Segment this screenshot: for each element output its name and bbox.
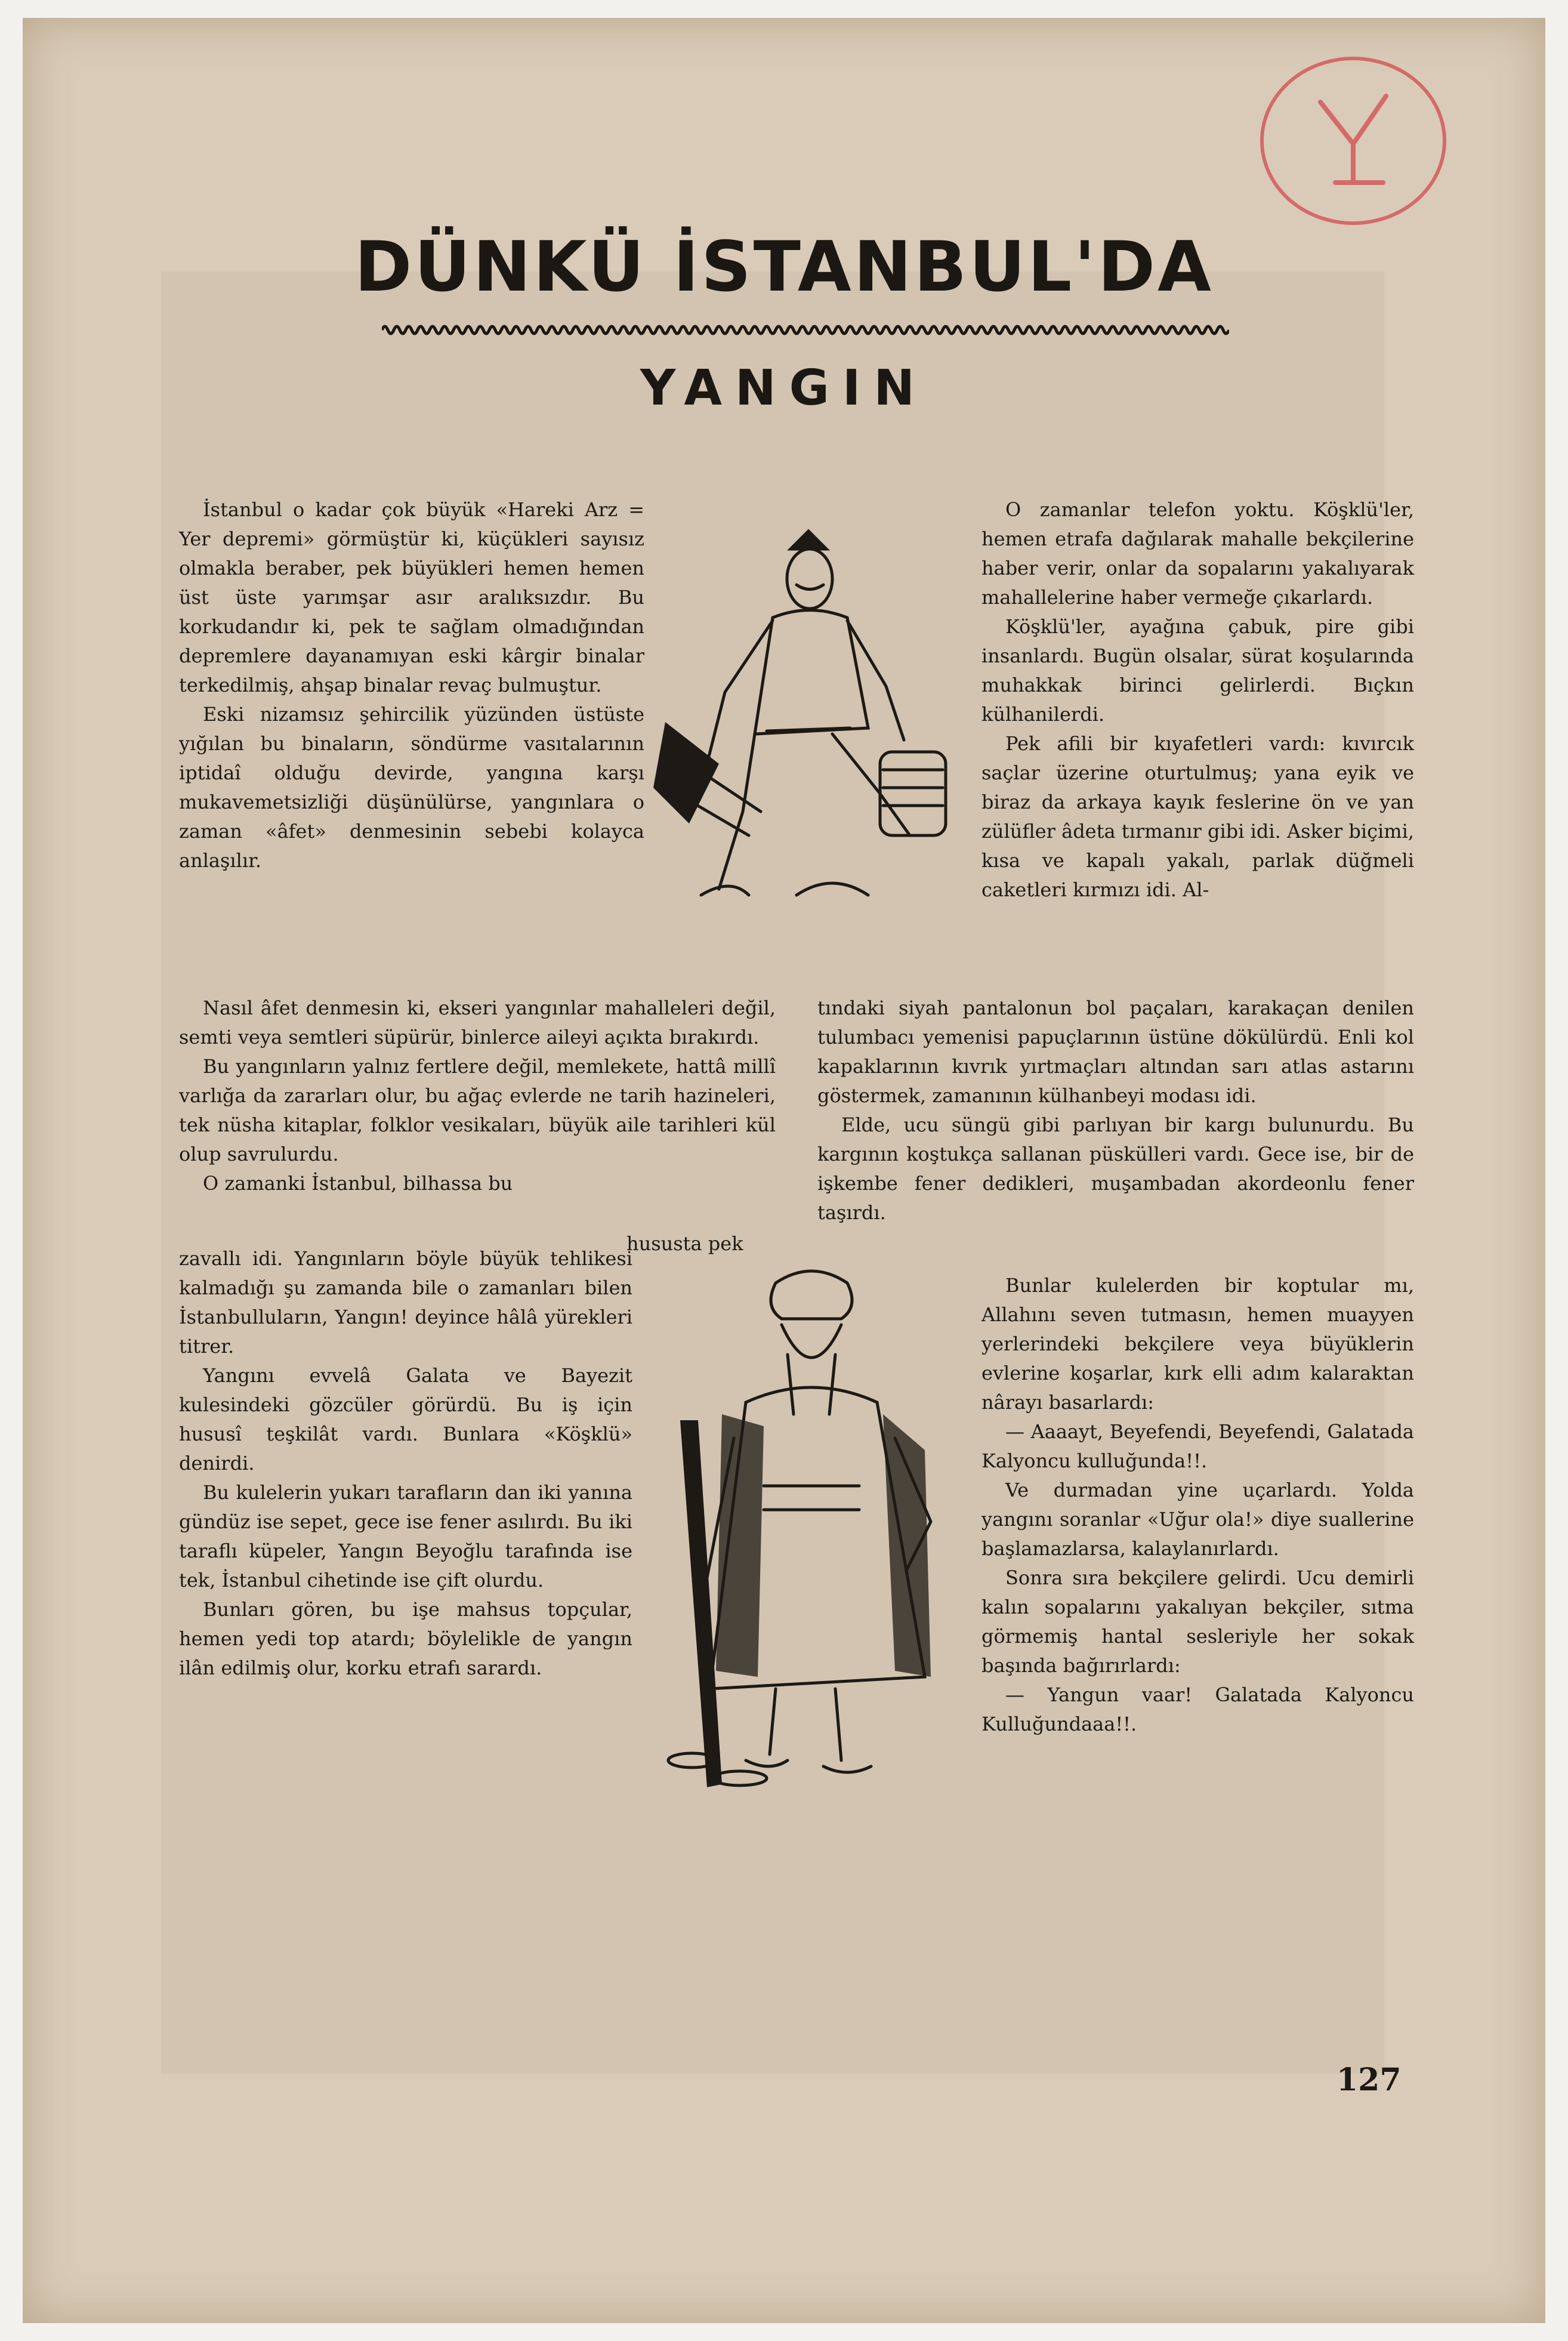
red-ink-stamp <box>1260 57 1446 225</box>
paragraph: Bu yangınların yalnız fertlere değil, memlekete, hattâ millî varlığa da zararları olur, bu ağaç evlerde ne tarih hazineleri, tek nüsha kitaplar, folklor vesikaları, büyük aile tarihleri kül olup savrulurdu. <box>179 1055 776 1165</box>
paragraph: Köşklü'ler, ayağına çabuk, pire gibi insanlardı. Bugün olsalar, sürat koşularında muhakkak birinci gelirlerdi. Bıçkın külhanilerdi. <box>981 615 1414 726</box>
paragraph: tındaki siyah pantalonun bol paçaları, karakaçan denilen tulumbacı yemenisi papuçlarının üstüne dökülürdü. Enli kol kapaklarının kıvrık yırtmaçları altından sarı atlas astarını göstermek, zamanının külhanbeyi modası idi. <box>817 997 1414 1107</box>
paragraph: Pek afili bir kıyafetleri vardı: kıvırcık saçlar üzerine oturtulmuş; yana eyik ve biraz da arkaya kayık feslerine ön ve yan zülüfler âdeta tırmanır gibi idi. Asker biçimi, kısa ve kapalı yakalı, parlak düğmeli caketleri kırmızı idi. Al- <box>981 732 1414 901</box>
paragraph: O zamanki İstanbul, bilhassa bu <box>203 1172 513 1195</box>
paragraph: Bunları gören, bu işe mahsus topçular, hemen yedi top atardı; böylelikle de yangın ilân edilmiş olur, korku etrafı sarardı. <box>179 1598 632 1679</box>
paragraph: Eski nizamsız şehircilik yüzünden üstüste yığılan bu binaların, söndürme vasıtalarının iptidaî olduğu devirde, yangına karşı mukavemetsizliği düşünülürse, yangınlara o zaman «âfet» denmesinin sebebi kolayca anlaşılır. <box>179 703 644 872</box>
column-right-middle <box>817 994 1414 1227</box>
paragraph: O zamanlar telefon yoktu. Köşklü'ler, hemen etrafa dağılarak mahalle bekçilerine haber verir, onlar da sopalarını yakalıyarak mahallelerine haber vermeğe çıkarlardı. <box>981 498 1414 609</box>
dialog-line: — Aaaayt, Beyefendi, Beyefendi, Galatada Kalyoncu kulluğunda!!. <box>981 1420 1414 1472</box>
paragraph: Elde, ucu süngü gibi parlıyan bir kargı bulunurdu. Bu kargının koştukça sallanan püskülleri vardı. Gece ise, bir de işkembe fener dedikleri, muşambadan akordeonlu fener taşırdı. <box>817 1114 1414 1224</box>
page-number: 127 <box>1336 2062 1402 2098</box>
paragraph: zavallı idi. Yangınların böyle büyük tehlikesi kalmadığı şu zamanda bile o zamanları bilen İstanbulluların, Yangın! deyince hâlâ yürekleri titrer. <box>179 1247 632 1358</box>
paragraph: Bu kulelerin yukarı tarafların dan iki yanına gündüz ise sepet, gece ise fener asılırdı. Bu iki taraflı küpeler, Yangın Beyoğlu tarafında ise tek, İstanbul cihetinde ise çift olurdu. <box>179 1481 632 1591</box>
paragraph: Ve durmadan yine uçarlardı. Yolda yangını soranlar «Uğur ola!» diye suallerine başlamazlarsa, kalaylanırlardı. <box>981 1479 1414 1560</box>
column-right-bottom <box>981 1271 1414 1739</box>
column-right-top <box>981 495 1414 905</box>
illustration-bekci-watchman <box>644 1259 979 1796</box>
running-man-icon <box>653 513 970 967</box>
dialog-line: — Yangun vaar! Galatada Kalyoncu Kulluğundaaa!!. <box>981 1683 1414 1735</box>
paragraph: Yangını evvelâ Galata ve Bayezit kulesindeki gözcüler görürdü. Bu iş için hususî teşkilât vardı. Bunlara «Köşklü» denirdi. <box>179 1364 632 1475</box>
watchman-icon <box>644 1259 979 1796</box>
article-subtitle: YANGIN <box>640 360 928 417</box>
wavy-rule-divider <box>382 321 1229 339</box>
paragraph: Sonra sıra bekçilere gelirdi. Ucu demirli kalın sopalarını yakalıyan bekçiler, sıtma görmemiş hantal sesleriyle her sokak başında bağırırlardı: <box>981 1566 1414 1677</box>
column-wide <box>179 994 776 1198</box>
paragraph: Nasıl âfet denmesin ki, ekseri yangınlar mahalleleri değil, semti veya semtleri süpürür, binlerce aileyi açıkta bırakırdı. <box>179 997 776 1048</box>
column-left-bottom <box>179 1244 632 1683</box>
stamp-mark-icon <box>1264 60 1443 221</box>
line-continuation: hususta pek <box>626 1232 743 1255</box>
paragraph: Bunlar kulelerden bir koptular mı, Allahını seven tutmasın, hemen muayyen yerlerindeki bekçilere veya büyüklerin evlerine koşarlar, kırk elli adım kalaraktan nârayı basarlardı: <box>981 1274 1414 1414</box>
column-left-top <box>179 495 644 875</box>
paragraph: İstanbul o kadar çok büyük «Hareki Arz = Yer depremi» görmüştür ki, küçükleri sayısız olmakla beraber, pek büyükleri hemen hemen üst üste yarımşar asır aralıksızdır. Bu korkudandır ki, pek te sağlam olmadığından depremlere dayanamıyan eski kârgir binalar terkedilmiş, ahşap binalar revaç bulmuştur. <box>179 498 644 696</box>
illustration-koşklu-runner <box>653 513 970 967</box>
page-title: DÜNKÜ İSTANBUL'DA <box>354 227 1214 307</box>
